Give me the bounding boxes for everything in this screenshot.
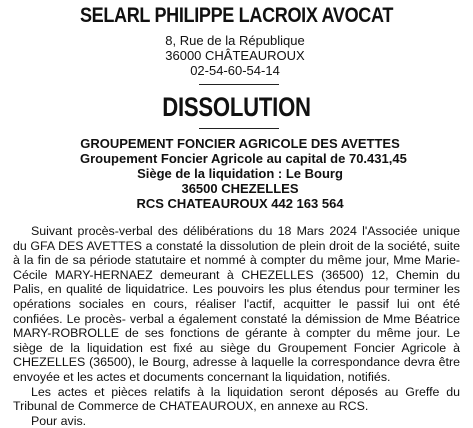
address-city: 36000 CHÂTEAUROUX xyxy=(165,48,305,63)
company-block xyxy=(80,136,407,211)
firm-address xyxy=(160,33,310,78)
body-paragraph-2: Les actes et pièces relatifs à la liquidation seront déposés au Greffe du Tribunal de Commerce de CHATEAUROUX, en annexe au RCS. xyxy=(13,384,460,414)
notice-body xyxy=(13,224,460,428)
divider-bottom xyxy=(199,128,279,129)
company-capital: Groupement Foncier Agricole au capital de 70.431,45 xyxy=(80,151,407,166)
body-paragraph-1: Suivant procès-verbal des délibérations du 18 Mars 2024 l'Associée unique du GFA DES AVETTES a constaté la dissolution de plein droit de la société, suite à la fin de sa période statutaire et nommé à compter du même jour, Mme Marie-Cécile MARY-HERNAEZ demeurant à CHEZELLES (36500) 12, Chemin du Palis, en qualité de liquidatrice. Les pouvoirs les plus étendus pour terminer les opérations sociales en cours, réaliser l'actif, acquitter le passif lui ont été confiées. Le procès- verbal a également constaté la démission de Mme Béatrice MARY-ROBROLLE de ses fonctions de gérante à compter du même jour. Le siège de la liquidation est fixé au siège du Groupement Foncier Agricole à CHEZELLES (36500), le Bourg, adresse à laquelle la correspondance devra être envoyée et les actes et documents concernant la liquidation, notifiés. xyxy=(13,224,460,384)
firm-name: SELARL PHILIPPE LACROIX AVOCAT xyxy=(79,4,394,27)
closing-line: Pour avis. xyxy=(31,413,87,428)
company-rcs: RCS CHATEAUROUX 442 163 564 xyxy=(136,196,344,211)
company-name: GROUPEMENT FONCIER AGRICOLE DES AVETTES xyxy=(80,136,400,151)
address-street: 8, Rue de la République xyxy=(165,33,305,48)
notice-headline: DISSOLUTION xyxy=(162,92,311,122)
company-seat: Siège de la liquidation : Le Bourg xyxy=(137,166,343,181)
firm-phone: 02-54-60-54-14 xyxy=(190,63,280,78)
company-city: 36500 CHEZELLES xyxy=(181,181,299,196)
divider-top xyxy=(199,84,279,85)
